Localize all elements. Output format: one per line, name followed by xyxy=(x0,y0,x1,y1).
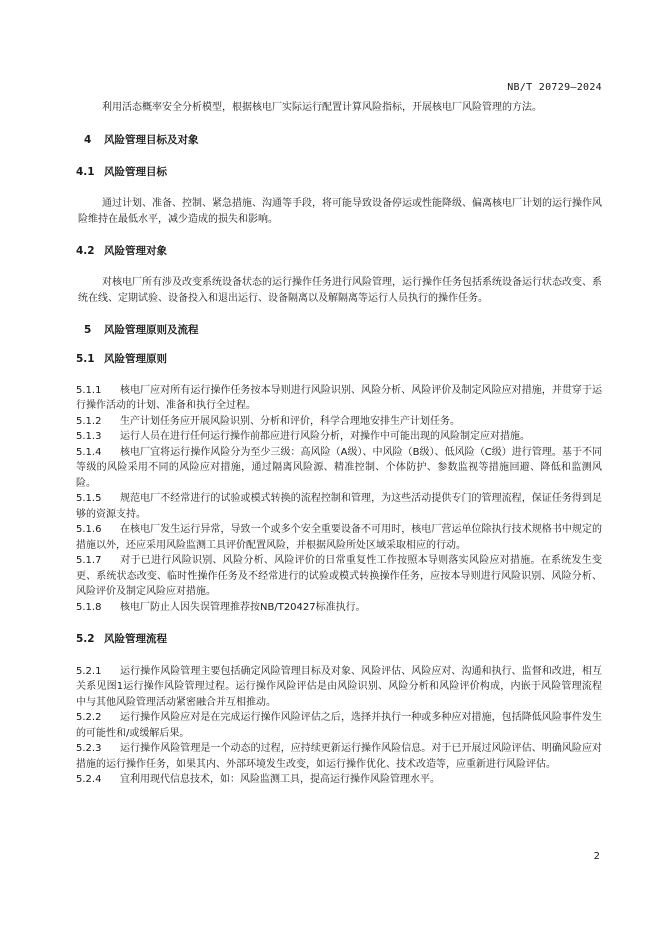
section-4-1-text: 通过计划、准备、控制、紧急措施、沟通等手段，将可能导致设备停运或性能降级、偏离核电厂计划的运行操作风险维持在最低水平，减少造成的损失和影响。 xyxy=(78,198,602,225)
standard-code: NB/T 20729—2024 xyxy=(507,82,602,93)
list-item: 5.1.2 生产计划任务应开展风险识别、分析和评价，科学合理地安排生产计划任务。 xyxy=(76,415,460,427)
section-4-2-heading: 4.2 风险管理对象 xyxy=(76,245,167,258)
section-5-2-heading: 5.2 风险管理流程 xyxy=(76,633,167,646)
list-item: 5.1.7 对于已进行风险识别、风险分析、风险评价的日常重复性工作按照本导则落实风险应对措施。在系统发生变更、系统状态改变、临时性操作任务及不经常进行的试验或模式转换操作任务，应按本导则进行风险识别、风险分析、风险评价及制定风险应对措施。 xyxy=(76,555,602,598)
list-item: 5.2.3 运行操作风险管理是一个动态的过程，应持续更新运行操作风险信息。对于已开展过风险评估、明确风险应对措施的运行操作任务，如果其内、外部环境发生改变，如运行操作优化、技术改造等，应重新进行风险评估。 xyxy=(76,743,602,770)
section-5-1-heading: 5.1 风险管理原则 xyxy=(76,352,167,365)
section-4-2-text: 对核电厂所有涉及改变系统设备状态的运行操作任务进行风险管理，运行操作任务包括系统设备运行状态改变、系统在线、定期试验、设备投入和退出运行、设备隔离以及解隔离等运行人员执行的操作任务。 xyxy=(78,277,602,304)
list-item: 5.1.5 规范电厂不经常进行的试验或模式转换的流程控制和管理，为这些活动提供专门的管理流程，保证任务得到足够的资源支持。 xyxy=(76,493,602,520)
list-item: 5.2.2 运行操作风险应对是在完成运行操作风险评估之后，选择并执行一种或多种应对措施，包括降低风险事件发生的可能性和/或缓解后果。 xyxy=(76,712,602,739)
list-item: 5.1.3 运行人员在进行任何运行操作前都应进行风险分析，对操作中可能出现的风险制定应对措施。 xyxy=(76,431,530,443)
section-4-heading: 4 风险管理目标及对象 xyxy=(84,133,199,146)
section-5-heading: 5 风险管理原则及流程 xyxy=(84,324,199,337)
section-5-1-items xyxy=(76,383,602,616)
section-5-2-items xyxy=(76,664,602,788)
list-item: 5.1.6 在核电厂发生运行异常，导致一个或多个安全重要设备不可用时，核电厂营运单位除执行技术规格书中规定的措施以外，还应采用风险监测工具评价配置风险，并根据风险所处区域采取相应的行动。 xyxy=(76,524,602,551)
list-item: 5.2.4 宜利用现代信息技术，如：风险监测工具，提高运行操作风险管理水平。 xyxy=(76,774,440,786)
page-content xyxy=(78,100,602,788)
intro-paragraph: 利用活态概率安全分析模型，根据核电厂实际运行配置计算风险指标，开展核电厂风险管理的方法。 xyxy=(102,102,542,113)
list-item: 5.1.4 核电厂宜将运行操作风险分为至少三级：高风险（A级）、中风险（B级）、低风险（C级）进行管理。基于不同等级的风险采用不同的风险应对措施，通过隔离风险源、精准控制、个体防护、参数监视等措施回避、降低和监测风险。 xyxy=(76,446,602,489)
page-number: 2 xyxy=(593,850,600,862)
list-item: 5.2.1 运行操作风险管理主要包括确定风险管理目标及对象、风险评估、风险应对、沟通和执行、监督和改进，相互关系见图1运行操作风险管理过程。运行操作风险评估是由风险识别、风险分析和风险评价构成，内嵌于风险管理流程中与其他风险管理活动紧密融合并互相推动。 xyxy=(76,665,602,708)
section-4-1-heading: 4.1 风险管理目标 xyxy=(76,165,167,178)
list-item: 5.1.1 核电厂应对所有运行操作任务按本导则进行风险识别、风险分析、风险评价及制定风险应对措施，并贯穿于运行操作活动的计划、准备和执行全过程。 xyxy=(76,384,602,412)
list-item: 5.1.8 核电厂防止人因失误管理推荐按NB/T20427标准执行。 xyxy=(76,601,366,613)
